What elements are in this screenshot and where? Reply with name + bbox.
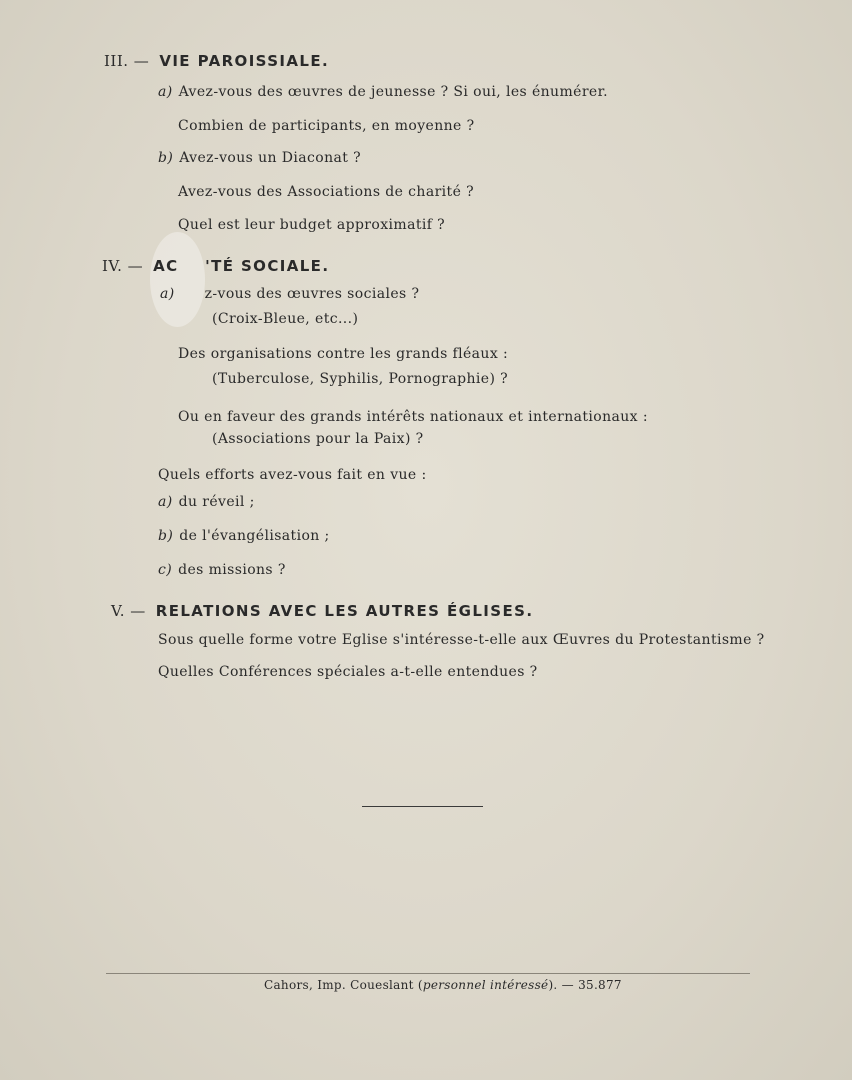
item-label: c) xyxy=(158,562,173,578)
question-line: Quels efforts avez-vous fait en vue : xyxy=(158,467,427,483)
question-text: de l'évangélisation ; xyxy=(179,528,330,544)
item-label: b) xyxy=(158,150,174,166)
item-label: a) xyxy=(158,494,173,510)
question-text: du réveil ; xyxy=(178,494,255,510)
section-number: IV. — xyxy=(102,257,144,275)
question-line: (Associations pour la Paix) ? xyxy=(212,431,424,447)
question-line: (Tuberculose, Syphilis, Pornographie) ? xyxy=(212,371,509,387)
question-line xyxy=(160,286,419,302)
question-line: (Croix-Bleue, etc...) xyxy=(212,311,359,327)
item-label: b) xyxy=(158,528,174,544)
question-text: des missions ? xyxy=(178,562,286,578)
imprint-text: ). — 35.877 xyxy=(548,978,622,992)
section-heading-iv xyxy=(102,257,329,275)
question-line xyxy=(158,528,330,544)
question-text: Avez-vous des œuvres de jeunesse ? Si oui, les énumérer. xyxy=(178,84,609,100)
section-heading-iii xyxy=(104,52,329,70)
section-heading-v xyxy=(111,602,533,620)
section-number: V. — xyxy=(111,602,146,620)
section-number: III. — xyxy=(104,52,150,70)
question-line: Sous quelle forme votre Eglise s'intéresse-t-elle aux Œuvres du Protestantisme ? xyxy=(158,632,765,648)
question-line xyxy=(158,150,361,166)
imprint-text: Cahors, Imp. Coueslant ( xyxy=(264,978,423,992)
question-line xyxy=(158,562,286,578)
question-line: Combien de participants, en moyenne ? xyxy=(178,118,475,134)
question-line: Avez-vous des Associations de charité ? xyxy=(178,184,475,200)
question-line: Quelles Conférences spéciales a-t-elle entendues ? xyxy=(158,664,538,680)
question-text: Avez-vous un Diaconat ? xyxy=(179,150,362,166)
paper-damage xyxy=(150,232,205,327)
question-text: z-vous des œuvres sociales ? xyxy=(204,286,420,302)
question-line: Des organisations contre les grands fléaux : xyxy=(178,346,509,362)
question-line: Ou en faveur des grands intérêts nationaux et internationaux : xyxy=(178,409,648,425)
imprint-italic: personnel intéressé xyxy=(422,978,549,992)
question-line xyxy=(158,494,255,510)
section-title: RELATIONS AVEC LES AUTRES ÉGLISES. xyxy=(155,602,534,620)
separator-rule xyxy=(362,806,483,807)
printer-imprint xyxy=(264,978,622,992)
question-line: Quel est leur budget approximatif ? xyxy=(178,217,446,233)
item-label: a) xyxy=(160,286,175,302)
section-title: VIE PAROISSIALE. xyxy=(159,52,330,70)
footer-rule xyxy=(106,973,750,974)
question-line xyxy=(158,84,608,100)
item-label: a) xyxy=(158,84,173,100)
section-title: AC 'TÉ SOCIALE. xyxy=(153,257,330,275)
